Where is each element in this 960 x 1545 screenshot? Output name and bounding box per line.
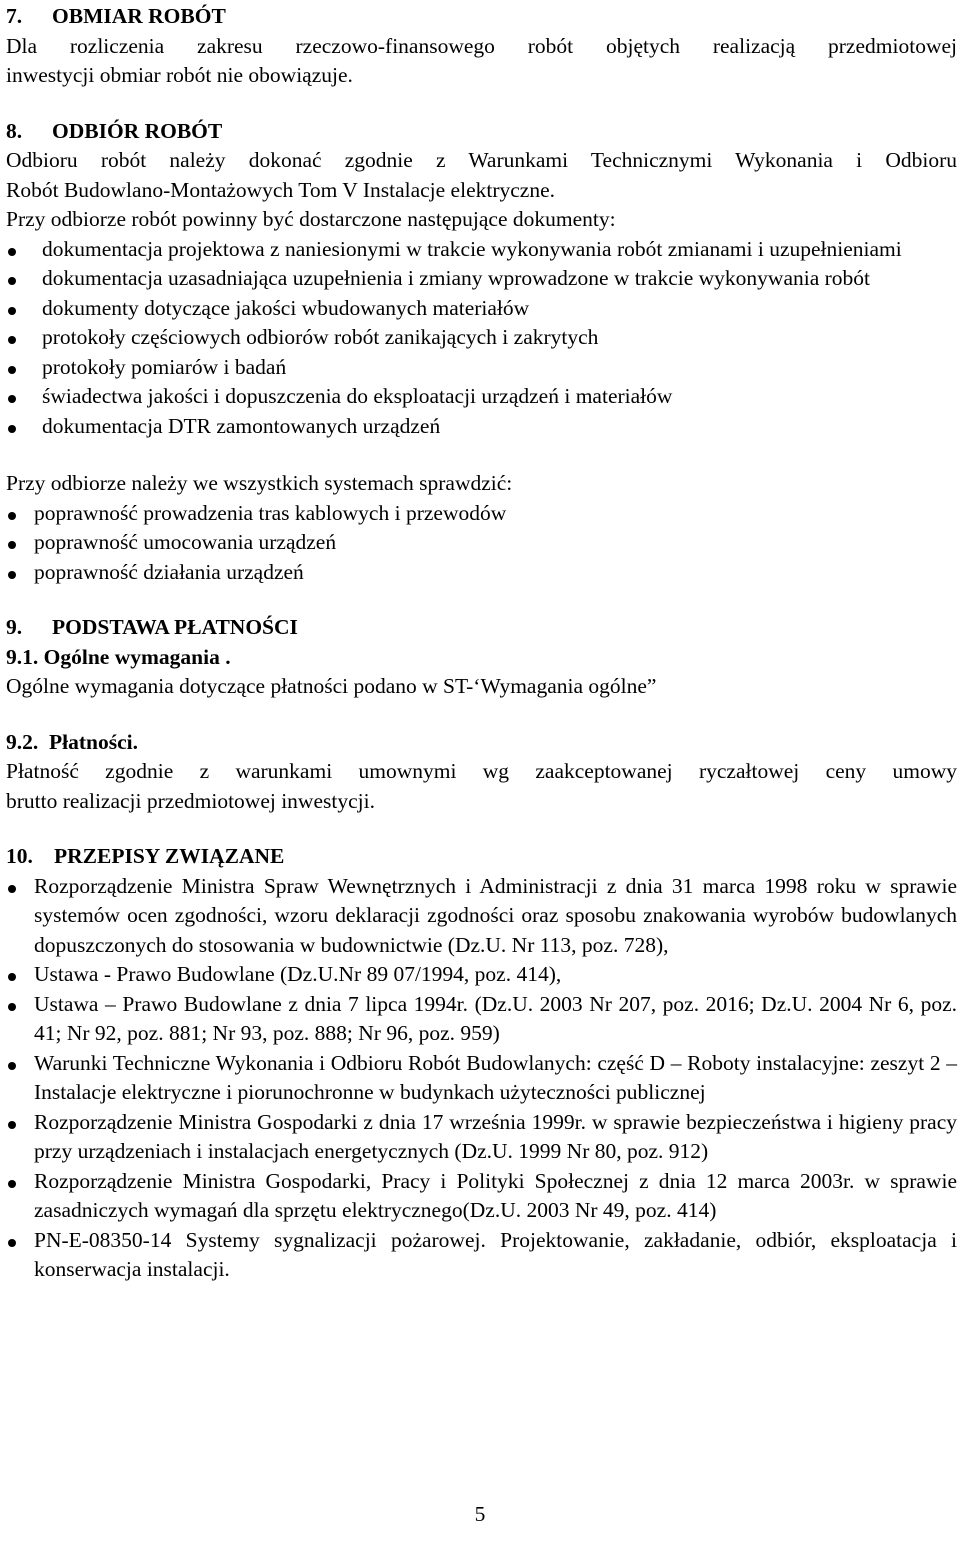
section-8-paragraph-line-2: Robót Budowlano-Montażowych Tom V Instalacje elektryczne. (6, 177, 556, 202)
list-item (6, 264, 957, 294)
list-item (6, 382, 957, 412)
regulations-list (6, 872, 957, 1285)
regulation-item-text: Rozporządzenie Ministra Gospodarki, Pracy i Polityki Społecznej z dnia 12 marca 2003r. w sprawie zasadniczych wymagań dla sprzętu elektrycznego(Dz.U. 2003 Nr 49, poz. 414) (34, 1168, 957, 1222)
regulation-item-text: Rozporządzenie Ministra Gospodarki z dnia 17 września 1999r. w sprawie bezpieczeństwa i higieny pracy przy urządzeniach i instalacjach energetycznych (Dz.U. 1999 Nr 80, poz. 912) (34, 1109, 957, 1163)
page-number: 5 (474, 1502, 486, 1526)
list-item (6, 990, 957, 1049)
section-9-number: 9. (6, 615, 23, 639)
bullet-icon (6, 323, 18, 353)
regulation-item-text: Warunki Techniczne Wykonania i Odbioru Robót Budowlanych: część D – Roboty instalacyjne: zeszyt 2 – Instalacje elektryczne i piorunochronne w budynkach użyteczności publicznej (34, 1050, 957, 1104)
bullet-icon (6, 960, 18, 990)
list-item (6, 1226, 957, 1285)
bullet-icon (6, 990, 18, 1020)
documents-intro: Przy odbiorze robót powinny być dostarczone następujące dokumenty: (6, 207, 616, 231)
section-7-title: OBMIAR ROBÓT (52, 4, 226, 28)
bullet-icon (6, 294, 18, 324)
regulation-item-text: Ustawa - Prawo Budowlane (Dz.U.Nr 89 07/1994, poz. 414), (34, 962, 562, 986)
bullet-icon (6, 264, 18, 294)
subsection-9-2-paragraph-line-2: brutto realizacji przedmiotowej inwestycji. (6, 788, 375, 813)
list-item (6, 499, 957, 529)
bullet-icon (6, 1167, 18, 1197)
list-item (6, 353, 957, 383)
document-item-text: dokumenty dotyczące jakości wbudowanych materiałów (42, 295, 530, 320)
section-10-title: PRZEPISY ZWIĄZANE (54, 844, 285, 868)
section-7-number: 7. (6, 4, 23, 28)
section-8-paragraph-line-1: Odbioru robót należy dokonać zgodnie z Warunkami Technicznymi Wykonania i Odbioru (6, 148, 957, 172)
bullet-icon (6, 382, 18, 412)
bullet-icon (6, 558, 18, 588)
check-item-text: poprawność działania urządzeń (34, 559, 304, 584)
subsection-9-1-text: Ogólne wymagania dotyczące płatności podano w ST-‘Wymagania ogólne” (6, 674, 657, 698)
regulation-item-text: Ustawa – Prawo Budowlane z dnia 7 lipca 1994r. (Dz.U. 2003 Nr 207, poz. 2016; Dz.U. 2004 Nr 6, poz. 41; Nr 92, poz. 881; Nr 93, poz. 888; Nr 96, poz. 959) (34, 991, 957, 1045)
subsection-9-2-paragraph-line-1: Płatność zgodnie z warunkami umownymi wg zaakceptowanej ryczałtowej ceny umowy (6, 759, 957, 783)
bullet-icon (6, 1108, 18, 1138)
document-item-text: dokumentacja projektowa z naniesionymi w trakcie wykonywania robót zmianami i uzupełnieniami (42, 236, 902, 261)
document-item-text: dokumentacja uzasadniająca uzupełnienia i zmiany wprowadzone w trakcie wykonywania robót (42, 266, 871, 290)
bullet-icon (6, 499, 18, 529)
list-item (6, 960, 957, 990)
section-7-paragraph-line-1: Dla rozliczenia zakresu rzeczowo-finansowego robót objętych realizacją przedmiotowej (6, 33, 957, 58)
section-8-heading (6, 117, 957, 147)
regulation-item-text: PN-E-08350-14 Systemy sygnalizacji pożarowej. Projektowanie, zakładanie, odbiór, eksploatacja i konserwacja instalacji. (34, 1227, 957, 1281)
bullet-icon (6, 528, 18, 558)
list-item (6, 1108, 957, 1167)
list-item (6, 235, 957, 265)
subsection-9-1-heading: 9.1. Ogólne wymagania . (6, 644, 231, 669)
checks-intro: Przy odbiorze należy we wszystkich systemach sprawdzić: (6, 471, 513, 495)
bullet-icon (6, 412, 18, 442)
bullet-icon (6, 872, 18, 902)
list-item (6, 323, 957, 353)
list-item (6, 558, 957, 588)
documents-list (6, 235, 957, 442)
section-8-number: 8. (6, 118, 23, 143)
checks-list (6, 499, 957, 588)
list-item (6, 1167, 957, 1226)
list-item (6, 294, 957, 324)
section-7-paragraph-line-2: inwestycji obmiar robót nie obowiązuje. (6, 63, 353, 87)
document-item-text: dokumentacja DTR zamontowanych urządzeń (42, 413, 441, 438)
check-item-text: poprawność prowadzenia tras kablowych i przewodów (34, 500, 507, 525)
check-item-text: poprawność umocowania urządzeń (34, 530, 337, 554)
document-page (6, 0, 957, 1285)
document-item-text: świadectwa jakości i dopuszczenia do eksploatacji urządzeń i materiałów (42, 384, 673, 408)
list-item (6, 872, 957, 961)
bullet-icon (6, 1049, 18, 1079)
document-item-text: protokoły pomiarów i badań (42, 354, 287, 379)
bullet-icon (6, 235, 18, 265)
list-item (6, 528, 957, 558)
subsection-9-2-heading: 9.2. Płatności. (6, 729, 138, 754)
bullet-icon (6, 1226, 18, 1256)
regulation-item-text: Rozporządzenie Ministra Spraw Wewnętrznych i Administracji z dnia 31 marca 1998 roku w sprawie systemów ocen zgodności, wzoru deklaracji zgodności oraz sposobu znakowania wyrobów budowlanych dopuszczonych do stosowania w budownictwie (Dz.U. Nr 113, poz. 728), (34, 873, 957, 957)
section-8-title: ODBIÓR ROBÓT (52, 118, 223, 143)
section-7-heading (6, 2, 957, 32)
list-item (6, 412, 957, 442)
list-item (6, 1049, 957, 1108)
section-9-heading (6, 613, 957, 643)
bullet-icon (6, 353, 18, 383)
document-item-text: protokoły częściowych odbiorów robót zanikających i zakrytych (42, 325, 599, 349)
section-9-title: PODSTAWA PŁATNOŚCI (52, 615, 298, 639)
section-10-number: 10. (6, 844, 33, 868)
section-10-heading (6, 842, 957, 872)
